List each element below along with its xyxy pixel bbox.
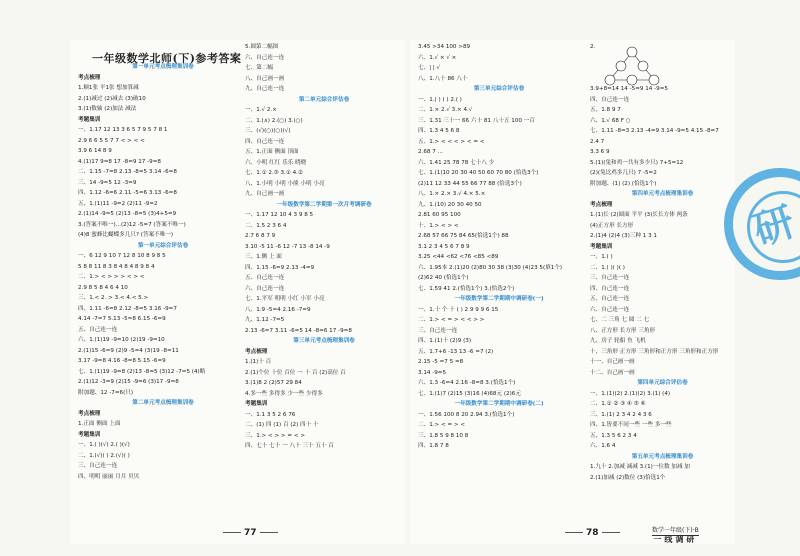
answer-line: 六、1.95本 2.(1)20 (2)80 30 38 (3)30 (4)23 5(填1个): [418, 264, 563, 271]
answer-line: 四、自己连一连: [590, 285, 630, 292]
answer-line: 2.15 -5 =7 5 =8: [418, 359, 464, 365]
answer-line: 四、1.11 -6=8 2.12 -8=5 3.16 -9=7: [78, 305, 177, 312]
answer-line: 2.7 6 8 7 9: [245, 233, 276, 239]
answer-line: 2.4 7: [590, 138, 605, 145]
answer-line: 一、1.56 100 8 20 2.94 3.(恰选1个): [418, 411, 515, 418]
answer-line: 2.(1)减过 (2)减去 (3)破10: [78, 95, 146, 102]
answer-line: 八、1.× 2.× 3.√ 4.× 5.×: [418, 191, 486, 197]
answer-line: 一、1.( ) ( ) 2.( ): [418, 96, 462, 103]
answer-line: 六、1.41 25 78 78 七十八 少: [418, 159, 495, 166]
section-heading: 第五单元考点梳理集训卷: [631, 453, 694, 460]
answer-line: 四、1.12 -6=6 2.11 -5=6 3.13 -6=8: [78, 190, 177, 196]
answer-line: 五、1.8 9 7: [590, 107, 621, 113]
answer-line: 2.(1)加减 (2)数位 (3)恰选1个: [590, 474, 666, 481]
answer-line: 一、1.( ): [590, 254, 613, 260]
answer-line: 3.10 -5 11 -6 12 -7 13 -8 14 -9: [245, 243, 330, 250]
answer-line: 六、1.(1)19 -9=10 (2)19 -9=10: [78, 337, 165, 343]
answer-line: 五、1.正面 侧面 顶面: [245, 149, 299, 155]
number-triangle-diagram: [596, 44, 676, 88]
answer-line: 附加题、12 -7=6(只): [78, 389, 134, 396]
answer-line: 一、1.1 3 5 2 6 76: [245, 411, 296, 418]
answer-line: 2.68 57 66 75 84 65(恰选1个) 88: [418, 233, 509, 239]
answer-line: 九、1.12 -7=5: [245, 317, 285, 323]
answer-line: 2.9 8 5 8 4 6 4 10: [78, 284, 128, 291]
answer-line: 七、第二幅: [245, 65, 273, 71]
answer-line: 三、(√)(○)(○)(√): [245, 128, 291, 134]
answer-line: 十二、自己画一画: [590, 369, 635, 376]
answer-line: 4.14 -7=7 5.13 -5=8 6.15 -6=9: [78, 316, 166, 322]
answer-line: 七、二 三角 七 圆 二 七: [590, 317, 650, 323]
answer-line: 二、1.① ② ③ ④ ⑤ ⑥: [590, 401, 646, 407]
answer-line: 二、1.> < = > < < > >: [418, 317, 485, 323]
answer-line: 五、1.7+6 -13 13 -6 =7 (2): [418, 348, 494, 355]
answer-line: (4)8 蜜蜂比蝴蝶多几只? (答案不唯一): [78, 232, 174, 238]
answer-line: 三、自己连一连: [590, 275, 630, 281]
answer-line: 六、1.6 4: [590, 443, 616, 449]
section-heading: 第四单元考点梳理集训卷: [631, 191, 694, 197]
answer-line: 三、1.(1) 2 3 4 2 4 3 6: [590, 411, 652, 418]
answer-line: 3.3 6 9: [590, 149, 610, 155]
answer-line: 四、1.3 4 5 6 8: [418, 128, 460, 134]
answer-line: (4)正方形 长方形: [590, 222, 634, 229]
column-1: [78, 62, 248, 482]
section-heading: 第三单元考点梳理集训卷: [293, 338, 355, 344]
section-heading: 一年级数学第二学期期中调研卷(一): [454, 296, 544, 302]
answer-line: 六、1.√ × √ ×: [418, 54, 457, 61]
subsection-heading: 考题集训: [590, 243, 613, 250]
brand-footer: [652, 527, 699, 544]
answer-line: 2.: [590, 44, 596, 50]
stamp-badge: [724, 168, 800, 280]
section-heading: 一年级数学第二学期期中调研卷(二): [454, 401, 544, 407]
answer-line: 五、自己连一连: [245, 275, 285, 281]
answer-line: 六、自己连一连: [245, 285, 285, 292]
answer-line: 2.(1)个位 十位 百位 一 十 百 (2)高位 百: [245, 369, 346, 376]
answer-line: 二、1.15 -7=8 2.13 -8=5 3.14 -6=8: [78, 169, 177, 175]
answer-line: 二、1.(√)( ) 2.(√)( ): [78, 452, 130, 459]
subsection-heading: 考点梳理: [245, 348, 268, 355]
answer-line: 1.正面 侧面 上面: [78, 421, 121, 427]
answer-line: 七、1.59 41 2.(恰选1个) 3.(恰选2个): [418, 285, 515, 292]
answer-line: 二、1.( )( )( ): [590, 264, 625, 271]
answer-line: 六、自己连一连: [245, 54, 285, 61]
answer-line: 3.(答案不唯一)...(2)12 -5=7 (答案不唯一): [78, 221, 186, 228]
column-4: [590, 42, 735, 483]
answer-line: 一、1.17 12 10 4 3 9 8 5: [245, 212, 314, 218]
answer-line: 5 8 8 11 8 3 8 4 8 4 8 9 8 4: [78, 263, 155, 270]
column-3: [418, 42, 580, 452]
section-heading: 第三单元综合评估卷: [473, 86, 525, 92]
answer-line: 四、1.(1)十 (2)9 (3): [418, 338, 472, 344]
answer-line: 四、1.15 -6=9 2.13 -4=9: [245, 264, 315, 271]
answer-line: 七、1.① 2.③ 3.① 4.②: [245, 170, 303, 176]
answer-line: 七、1.平军 明明 小红 小军 小亮: [245, 296, 325, 302]
answer-line: 六、1.3 -6=4 2.16 -8=8 3.(恰选1个): [418, 380, 516, 386]
brand-name: 一线调研: [653, 535, 698, 544]
answer-line: 2.9 6 6 5 5 7 7 < > < <: [78, 137, 145, 144]
subsection-heading: 考点梳理: [78, 410, 101, 417]
answer-line: 二、1.5 2 3 6 4: [245, 222, 287, 229]
answer-line: 五、自己连一连: [78, 326, 118, 333]
subsection-heading: 考题集训: [78, 116, 101, 123]
answer-line: 1.(1)长 (2)圆面 平平 (3)长长方体 两条: [590, 212, 688, 218]
answer-line: 四、自己连一连: [245, 138, 285, 145]
answer-line: 七、1.(1)10 20 30 40 50 60 70 80 (恰选3个): [418, 170, 539, 176]
answer-line: 二、(1) 四 (1) 百 (2) 四十 十: [245, 422, 319, 428]
answer-line: 七、1.(1)19 -9=8 (2)13 -8=5 (3)12 -7=5 (4)略: [78, 368, 206, 375]
page-number-left: 77: [220, 528, 281, 538]
answer-line: 3.1 2 3 4 5 6 7 8 9: [418, 243, 470, 250]
answer-line: 3.9 6 14 8 9: [78, 148, 112, 154]
answer-line: 四、1.皆要不同一些 一些 多一些: [590, 422, 672, 428]
answer-line: 三、1.侧 上 面: [245, 254, 282, 260]
answer-line: 八、1.八十 86 八十: [418, 75, 468, 82]
section-heading: 第一单元综合评估卷: [137, 242, 189, 249]
answer-line: 2.(1)14 -9=5 (2)13 -8=5 (3)4+5=9: [78, 211, 177, 217]
answer-line: 八、1.9 -5=4 2.16 -7=9: [245, 306, 311, 313]
answer-line: 4.多一些 多得多 少一些 少得多: [245, 390, 323, 397]
answer-line: 一、1.( )(√) 2.( )(√): [78, 442, 130, 448]
answer-line: 3.17 -9=8 4.16 -8=8 5.15 -6=9: [78, 358, 166, 364]
answer-line: 二、1.> < > > > < > <: [78, 274, 145, 280]
section-heading: 第一单元考点梳理集训卷: [132, 64, 194, 70]
section-heading: 第二单元综合评估卷: [298, 96, 350, 103]
section-heading: 一年级数学第二学期第一次月考调研卷: [276, 201, 372, 208]
answer-line: 5.圆第二幅图: [245, 44, 279, 50]
answer-line: 四、1.8 7 8: [418, 443, 449, 449]
answer-line: 五、1.> < < < > < = <: [418, 138, 485, 145]
answer-line: 1.九十 2.加减 减减 3.(1)一位数 加减 加: [590, 464, 690, 470]
answer-line: 2.81 60 95 100: [418, 212, 461, 218]
answer-line: 4.(1)17 9=8 17 -8=9 17 -9=8: [78, 158, 161, 165]
answer-line: 三、自己连一连: [418, 327, 458, 334]
answer-line: 三、1.> < > > = < >: [245, 432, 306, 439]
answer-line: 三、1.8 5 9 8 10 8: [418, 432, 469, 439]
answer-line: 五、1.(1)11 -9=2 (2)11 -9=2: [78, 200, 158, 207]
answer-line: 八、1.小明 小明 小熊 小明 小亮: [245, 180, 325, 187]
answer-line: (2)11 12 33 44 55 66 77 88 (恰选3个): [418, 180, 522, 187]
answer-line: 八、正方形 长方形 三角形: [590, 327, 656, 334]
answer-line: 3.45 >34 100 >89: [418, 44, 471, 50]
answer-line: 十一、自己画一画: [590, 359, 635, 365]
section-heading: 第四单元综合评估卷: [637, 380, 688, 386]
answer-line: 3.25 <44 <62 <76 <85 <89: [418, 254, 499, 260]
answer-line: 一、1.√ 2.×: [245, 107, 277, 113]
answer-line: 2.68 7 ...: [418, 149, 443, 155]
answer-line: 四、七十 七十 一 八十 三十 五十 百: [245, 443, 334, 449]
answer-line: 一、1.17 12 13 3 6 5 7 9 5 7 8 1: [78, 127, 168, 133]
answer-line: 1.(1)十 百: [245, 359, 272, 365]
answer-line: 二、1.× 2.√ 3.× 4.√: [418, 107, 473, 113]
answer-line: 六、自己连一连: [590, 306, 630, 313]
answer-line: 七、1.(1)7 (2)15 (3)16 (4)68元 (2)6元: [418, 390, 521, 397]
section-heading: 第二单元考点梳理集训卷: [132, 400, 194, 406]
answer-line: 九、1.(10) 20 30 40 50: [418, 201, 482, 208]
answer-line: 3.(1)数轴 (2)加法 减法: [78, 106, 137, 112]
answer-line: 2.(1)15 -6=9 (2)9 -5=4 (3)19 -8=11: [78, 347, 179, 354]
stamp-character: 研: [747, 198, 800, 255]
answer-line: 十、1.> < > <: [418, 222, 459, 229]
answer-line: 一、1.(1)(2) 2.(1)(2) 3.(1) (4): [590, 390, 671, 397]
answer-line: 二、1.(∧) 2.(○) 3.(○): [245, 117, 303, 124]
answer-line: 一、6 12 9 10 7 12 8 10 8 9 8 5: [78, 253, 166, 259]
answer-line: 3.14 -9=5: [418, 369, 447, 376]
answer-line: 四、明明 丽丽 月月 贝贝: [78, 473, 140, 480]
answer-line: (2)62 40 (恰选1个): [418, 275, 469, 281]
column-2: [245, 42, 403, 452]
subsection-heading: 考点梳理: [78, 74, 101, 81]
answer-line: 2.(1)4 (2)4 (3)三种 1 3 1: [590, 233, 657, 239]
answer-line: 八、自己画一画: [245, 75, 285, 82]
answer-line: 附加题、(1) (2) (恰选1个): [590, 180, 657, 187]
answer-line: 3.9+8=14 14 -5=9 14 -9=5: [590, 86, 668, 92]
answer-line: 三、14 -9=5 12 -3=9: [78, 179, 137, 186]
answer-line: 六、小明 红红 乐乐 晓晓: [245, 159, 307, 166]
answer-line: 三、1.< 2. > 3.< 4.< 5.>: [78, 295, 149, 301]
answer-line: 三、自己连一连: [78, 463, 118, 469]
answer-line: 十、三角形 正方形 三角形和正方形 三角形和正方形: [590, 348, 719, 355]
answer-line: 五、1.3 5 6 2 3 4: [590, 432, 637, 439]
answer-line: 四、自己连一连: [590, 96, 630, 103]
answer-line: 三、1.31 三十一 66 六十 81 八十五 100 一百: [418, 117, 535, 124]
answer-line: 九、自己画一画: [245, 191, 285, 197]
subsection-heading: 考题集训: [245, 401, 268, 407]
answer-line: 九、自己连一连: [245, 86, 285, 92]
subsection-heading: 考点梳理: [590, 201, 613, 208]
answer-line: 2.(1)12 -3=9 (2)15 -9=6 (3)17 -9=8: [78, 379, 179, 385]
page-title: 一年级数学北师(下)参考答案: [92, 52, 242, 65]
subsection-heading: 考题集训: [78, 431, 101, 438]
answer-line: 二、1.> < = > <: [418, 422, 466, 428]
answer-line: 七、1.11 -8=3 2.13 -4=9 3.14 -9=5 4.15 -8=7: [590, 128, 719, 134]
brand-subtitle: 数学一年级(下)·B: [652, 527, 699, 534]
answer-line: 六、1.√ 68 F ○: [590, 117, 631, 124]
answer-line: 九、房子 轮船 鱼 飞机: [590, 338, 646, 344]
answer-line: 1.顺1张 平1张 想加算减: [78, 85, 139, 91]
answer-line: 一、1.十 个 十 ( ) 2 9 9 9 6 15: [418, 306, 499, 313]
answer-line: 5.(1)(兔和鸡一共有多少只) 7+5=12: [590, 159, 684, 166]
answer-line: 七、| | √: [418, 65, 441, 71]
answer-line: 3.(1)8 2 (2)57 29 84: [245, 380, 302, 386]
answer-line: 五、自己连一连: [590, 296, 630, 302]
answer-line: 2.13 -6=7 3.11 -6=5 14 -8=6 17 -9=8: [245, 327, 352, 334]
answer-line: (2)(兔比鸡多几只) 7 -5=2: [590, 170, 657, 176]
page-number-right: 78: [562, 528, 623, 538]
